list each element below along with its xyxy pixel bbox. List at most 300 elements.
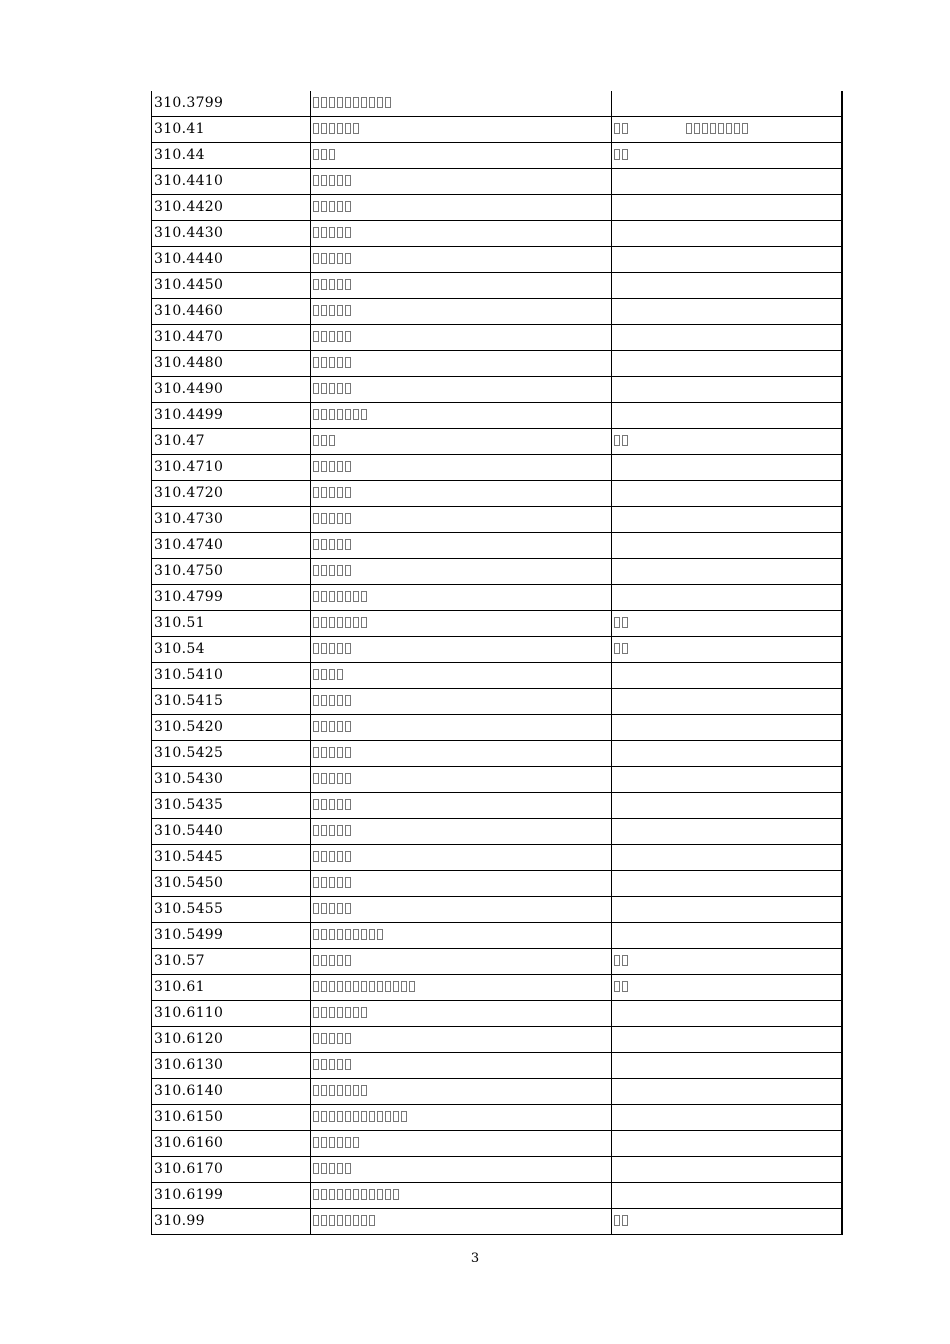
table-row xyxy=(152,221,842,247)
table-row xyxy=(152,429,842,455)
missing-glyph xyxy=(337,1137,343,1148)
description-cell xyxy=(311,455,612,481)
code-cell: 310.5420 xyxy=(152,715,311,741)
description-cell xyxy=(311,1183,612,1209)
code-cell: 310.4499 xyxy=(152,403,311,429)
note-cell xyxy=(612,1053,842,1079)
description-cell xyxy=(311,169,612,195)
missing-glyph xyxy=(313,617,319,628)
missing-glyph xyxy=(313,747,319,758)
missing-glyph xyxy=(742,123,748,134)
description-cell xyxy=(311,273,612,299)
missing-glyph xyxy=(353,1007,359,1018)
table-row xyxy=(152,403,842,429)
missing-glyph xyxy=(345,981,351,992)
note-cell xyxy=(612,1209,842,1235)
missing-glyph xyxy=(337,97,343,108)
missing-glyph xyxy=(313,227,319,238)
missing-glyph xyxy=(329,97,335,108)
missing-glyph xyxy=(313,123,319,134)
missing-glyph xyxy=(313,435,319,446)
missing-glyph xyxy=(345,877,351,888)
note-cell xyxy=(612,429,842,455)
missing-glyph xyxy=(353,97,359,108)
note-cell xyxy=(612,767,842,793)
missing-glyph xyxy=(321,1215,327,1226)
missing-glyph xyxy=(329,643,335,654)
code-cell: 310.5425 xyxy=(152,741,311,767)
note-cell xyxy=(612,247,842,273)
note-cell xyxy=(612,923,842,949)
code-cell: 310.5410 xyxy=(152,663,311,689)
missing-glyph xyxy=(321,253,327,264)
description-cell xyxy=(311,1131,612,1157)
missing-glyph xyxy=(353,981,359,992)
missing-glyph xyxy=(345,383,351,394)
missing-glyph xyxy=(313,1033,319,1044)
missing-glyph xyxy=(345,1215,351,1226)
missing-glyph xyxy=(353,1111,359,1122)
description-cell xyxy=(311,299,612,325)
note-cell xyxy=(612,169,842,195)
table-row xyxy=(152,1053,842,1079)
missing-glyph xyxy=(321,123,327,134)
description-cell xyxy=(311,819,612,845)
missing-glyph xyxy=(321,279,327,290)
note-cell xyxy=(612,871,842,897)
missing-glyph xyxy=(377,929,383,940)
missing-glyph xyxy=(313,97,319,108)
missing-glyph xyxy=(345,617,351,628)
description-cell xyxy=(311,507,612,533)
missing-glyph xyxy=(329,539,335,550)
missing-glyph xyxy=(321,565,327,576)
missing-glyph xyxy=(313,487,319,498)
missing-glyph xyxy=(321,513,327,524)
missing-glyph xyxy=(337,1033,343,1044)
missing-glyph xyxy=(345,851,351,862)
missing-glyph xyxy=(353,1137,359,1148)
description-cell xyxy=(311,195,612,221)
missing-glyph xyxy=(337,1085,343,1096)
description-cell xyxy=(311,143,612,169)
missing-glyph xyxy=(369,1215,375,1226)
missing-glyph xyxy=(329,305,335,316)
missing-glyph xyxy=(329,1059,335,1070)
missing-glyph xyxy=(329,721,335,732)
description-cell xyxy=(311,1053,612,1079)
missing-glyph xyxy=(614,1215,620,1226)
missing-glyph xyxy=(353,929,359,940)
table-row xyxy=(152,117,842,143)
table-row xyxy=(152,897,842,923)
missing-glyph xyxy=(337,279,343,290)
missing-glyph xyxy=(321,669,327,680)
missing-glyph xyxy=(726,123,732,134)
code-table-body xyxy=(152,91,842,1235)
missing-glyph xyxy=(313,461,319,472)
description-cell xyxy=(311,637,612,663)
missing-glyph xyxy=(369,1111,375,1122)
missing-glyph xyxy=(337,1007,343,1018)
missing-glyph xyxy=(361,1189,367,1200)
missing-glyph xyxy=(337,1059,343,1070)
description-cell xyxy=(311,429,612,455)
missing-glyph xyxy=(329,669,335,680)
missing-glyph xyxy=(337,1189,343,1200)
missing-glyph xyxy=(345,97,351,108)
missing-glyph xyxy=(337,643,343,654)
description-cell xyxy=(311,741,612,767)
missing-glyph xyxy=(337,461,343,472)
missing-glyph xyxy=(345,1085,351,1096)
missing-glyph xyxy=(329,1137,335,1148)
missing-glyph xyxy=(345,253,351,264)
missing-glyph xyxy=(393,981,399,992)
missing-glyph xyxy=(321,331,327,342)
code-cell: 310.61 xyxy=(152,975,311,1001)
missing-glyph xyxy=(686,123,692,134)
table-row xyxy=(152,871,842,897)
description-cell xyxy=(311,481,612,507)
missing-glyph xyxy=(345,903,351,914)
missing-glyph xyxy=(337,903,343,914)
missing-glyph xyxy=(337,799,343,810)
code-cell: 310.6199 xyxy=(152,1183,311,1209)
page-number: 3 xyxy=(470,1251,480,1266)
missing-glyph xyxy=(313,799,319,810)
table-row xyxy=(152,767,842,793)
code-cell: 310.4460 xyxy=(152,299,311,325)
missing-glyph xyxy=(329,591,335,602)
table-row xyxy=(152,91,842,117)
missing-glyph xyxy=(337,773,343,784)
missing-glyph xyxy=(313,669,319,680)
code-cell: 310.5445 xyxy=(152,845,311,871)
missing-glyph xyxy=(329,513,335,524)
code-cell: 310.5415 xyxy=(152,689,311,715)
missing-glyph xyxy=(345,487,351,498)
note-cell xyxy=(612,507,842,533)
missing-glyph xyxy=(329,1163,335,1174)
note-cell xyxy=(612,845,842,871)
missing-glyph xyxy=(321,1137,327,1148)
code-cell: 310.6140 xyxy=(152,1079,311,1105)
missing-glyph xyxy=(313,1189,319,1200)
code-cell: 310.6130 xyxy=(152,1053,311,1079)
code-cell: 310.99 xyxy=(152,1209,311,1235)
missing-glyph xyxy=(329,799,335,810)
note-cell xyxy=(612,403,842,429)
missing-glyph xyxy=(622,1215,628,1226)
missing-glyph xyxy=(329,773,335,784)
missing-glyph xyxy=(401,1111,407,1122)
missing-glyph xyxy=(313,695,319,706)
table-row xyxy=(152,481,842,507)
code-cell: 310.4430 xyxy=(152,221,311,247)
table-row xyxy=(152,1209,842,1235)
missing-glyph xyxy=(329,409,335,420)
missing-glyph xyxy=(313,851,319,862)
description-cell xyxy=(311,845,612,871)
code-cell: 310.4450 xyxy=(152,273,311,299)
missing-glyph xyxy=(313,591,319,602)
missing-glyph xyxy=(337,591,343,602)
missing-glyph xyxy=(321,1033,327,1044)
code-cell: 310.44 xyxy=(152,143,311,169)
missing-glyph xyxy=(361,981,367,992)
missing-glyph xyxy=(377,1189,383,1200)
table-row xyxy=(152,793,842,819)
note-cell xyxy=(612,299,842,325)
missing-glyph xyxy=(345,799,351,810)
missing-glyph xyxy=(361,617,367,628)
note-cell xyxy=(612,481,842,507)
description-cell xyxy=(311,1105,612,1131)
code-cell: 310.6160 xyxy=(152,1131,311,1157)
table-row xyxy=(152,169,842,195)
missing-glyph xyxy=(313,721,319,732)
missing-glyph xyxy=(369,1189,375,1200)
missing-glyph xyxy=(718,123,724,134)
note-cell xyxy=(612,689,842,715)
missing-glyph xyxy=(321,383,327,394)
missing-glyph xyxy=(321,357,327,368)
missing-glyph xyxy=(622,435,628,446)
missing-glyph xyxy=(361,97,367,108)
missing-glyph xyxy=(353,617,359,628)
missing-glyph xyxy=(337,201,343,212)
missing-glyph xyxy=(313,175,319,186)
missing-glyph xyxy=(377,97,383,108)
missing-glyph xyxy=(337,565,343,576)
note-cell xyxy=(612,1001,842,1027)
description-cell xyxy=(311,663,612,689)
missing-glyph xyxy=(313,955,319,966)
note-cell xyxy=(612,585,842,611)
missing-glyph xyxy=(361,409,367,420)
table-row xyxy=(152,247,842,273)
missing-glyph xyxy=(337,981,343,992)
code-cell: 310.5440 xyxy=(152,819,311,845)
code-cell: 310.47 xyxy=(152,429,311,455)
missing-glyph xyxy=(622,617,628,628)
description-cell xyxy=(311,1001,612,1027)
table-row xyxy=(152,455,842,481)
note-cell xyxy=(612,143,842,169)
missing-glyph xyxy=(321,955,327,966)
missing-glyph xyxy=(329,435,335,446)
missing-glyph xyxy=(345,331,351,342)
missing-glyph xyxy=(313,773,319,784)
missing-glyph xyxy=(321,1007,327,1018)
missing-glyph xyxy=(361,929,367,940)
code-table xyxy=(151,91,843,1235)
missing-glyph xyxy=(321,305,327,316)
description-cell xyxy=(311,585,612,611)
missing-glyph xyxy=(313,825,319,836)
code-cell: 310.41 xyxy=(152,117,311,143)
missing-glyph xyxy=(622,981,628,992)
missing-glyph xyxy=(313,513,319,524)
missing-glyph xyxy=(614,149,620,160)
missing-glyph xyxy=(337,383,343,394)
missing-glyph xyxy=(345,461,351,472)
missing-glyph xyxy=(361,1215,367,1226)
missing-glyph xyxy=(329,487,335,498)
missing-glyph xyxy=(321,201,327,212)
description-cell xyxy=(311,1157,612,1183)
missing-glyph xyxy=(329,747,335,758)
missing-glyph xyxy=(345,305,351,316)
missing-glyph xyxy=(329,955,335,966)
missing-glyph xyxy=(313,1137,319,1148)
missing-glyph xyxy=(313,1215,319,1226)
missing-glyph xyxy=(329,1085,335,1096)
missing-glyph xyxy=(329,1189,335,1200)
code-cell: 310.51 xyxy=(152,611,311,637)
table-row xyxy=(152,1105,842,1131)
missing-glyph xyxy=(369,929,375,940)
description-cell xyxy=(311,897,612,923)
missing-glyph xyxy=(337,877,343,888)
code-cell: 310.4730 xyxy=(152,507,311,533)
note-cell xyxy=(612,351,842,377)
missing-glyph xyxy=(329,123,335,134)
note-cell xyxy=(612,455,842,481)
code-cell: 310.6170 xyxy=(152,1157,311,1183)
missing-glyph xyxy=(393,1189,399,1200)
table-row xyxy=(152,585,842,611)
table-row xyxy=(152,1027,842,1053)
missing-glyph xyxy=(329,461,335,472)
missing-glyph xyxy=(614,643,620,654)
missing-glyph xyxy=(329,1007,335,1018)
missing-glyph xyxy=(345,1033,351,1044)
missing-glyph xyxy=(313,1007,319,1018)
missing-glyph xyxy=(313,877,319,888)
code-cell: 310.5499 xyxy=(152,923,311,949)
missing-glyph xyxy=(345,513,351,524)
missing-glyph xyxy=(614,435,620,446)
missing-glyph xyxy=(313,409,319,420)
missing-glyph xyxy=(345,123,351,134)
code-cell: 310.4740 xyxy=(152,533,311,559)
missing-glyph xyxy=(313,903,319,914)
table-row xyxy=(152,507,842,533)
missing-glyph xyxy=(614,617,620,628)
table-row xyxy=(152,1079,842,1105)
table-row xyxy=(152,377,842,403)
missing-glyph xyxy=(337,409,343,420)
note-cell xyxy=(612,663,842,689)
missing-glyph xyxy=(345,539,351,550)
table-row xyxy=(152,741,842,767)
code-cell: 310.4470 xyxy=(152,325,311,351)
missing-glyph xyxy=(329,201,335,212)
missing-glyph xyxy=(329,851,335,862)
description-cell xyxy=(311,117,612,143)
table-row xyxy=(152,975,842,1001)
code-cell: 310.3799 xyxy=(152,91,311,117)
code-cell: 310.57 xyxy=(152,949,311,975)
missing-glyph xyxy=(321,1085,327,1096)
table-row xyxy=(152,949,842,975)
missing-glyph xyxy=(313,1059,319,1070)
code-cell: 310.4750 xyxy=(152,559,311,585)
description-cell xyxy=(311,91,612,117)
missing-glyph xyxy=(329,383,335,394)
code-cell: 310.5430 xyxy=(152,767,311,793)
missing-glyph xyxy=(345,201,351,212)
note-cell xyxy=(612,1131,842,1157)
missing-glyph xyxy=(353,1215,359,1226)
missing-glyph xyxy=(337,539,343,550)
missing-glyph xyxy=(337,617,343,628)
description-cell xyxy=(311,403,612,429)
missing-glyph xyxy=(313,981,319,992)
note-cell xyxy=(612,1027,842,1053)
table-row xyxy=(152,1157,842,1183)
table-row xyxy=(152,819,842,845)
missing-glyph xyxy=(337,513,343,524)
missing-glyph xyxy=(329,149,335,160)
description-cell xyxy=(311,247,612,273)
description-cell xyxy=(311,871,612,897)
missing-glyph xyxy=(321,97,327,108)
missing-glyph xyxy=(377,1111,383,1122)
missing-glyph xyxy=(337,929,343,940)
missing-glyph xyxy=(337,175,343,186)
missing-glyph xyxy=(702,123,708,134)
missing-glyph xyxy=(321,929,327,940)
description-cell xyxy=(311,351,612,377)
missing-glyph xyxy=(329,565,335,576)
missing-glyph xyxy=(321,747,327,758)
missing-glyph xyxy=(614,123,620,134)
missing-glyph xyxy=(694,123,700,134)
missing-glyph xyxy=(321,461,327,472)
description-cell xyxy=(311,793,612,819)
missing-glyph xyxy=(329,227,335,238)
missing-glyph xyxy=(345,1059,351,1070)
missing-glyph xyxy=(321,149,327,160)
missing-glyph xyxy=(345,643,351,654)
missing-glyph xyxy=(361,1111,367,1122)
note-cell xyxy=(612,741,842,767)
missing-glyph xyxy=(313,305,319,316)
missing-glyph xyxy=(345,1137,351,1148)
note-cell xyxy=(612,975,842,1001)
missing-glyph xyxy=(313,643,319,654)
note-cell xyxy=(612,195,842,221)
missing-glyph xyxy=(337,955,343,966)
missing-glyph xyxy=(353,123,359,134)
note-cell xyxy=(612,325,842,351)
code-cell: 310.4799 xyxy=(152,585,311,611)
missing-glyph xyxy=(329,929,335,940)
missing-glyph xyxy=(345,409,351,420)
missing-glyph xyxy=(329,1215,335,1226)
code-cell: 310.5450 xyxy=(152,871,311,897)
note-cell xyxy=(612,533,842,559)
missing-glyph xyxy=(361,1007,367,1018)
missing-glyph xyxy=(337,123,343,134)
code-cell: 310.5435 xyxy=(152,793,311,819)
code-cell: 310.4490 xyxy=(152,377,311,403)
code-cell: 310.4440 xyxy=(152,247,311,273)
missing-glyph xyxy=(345,227,351,238)
